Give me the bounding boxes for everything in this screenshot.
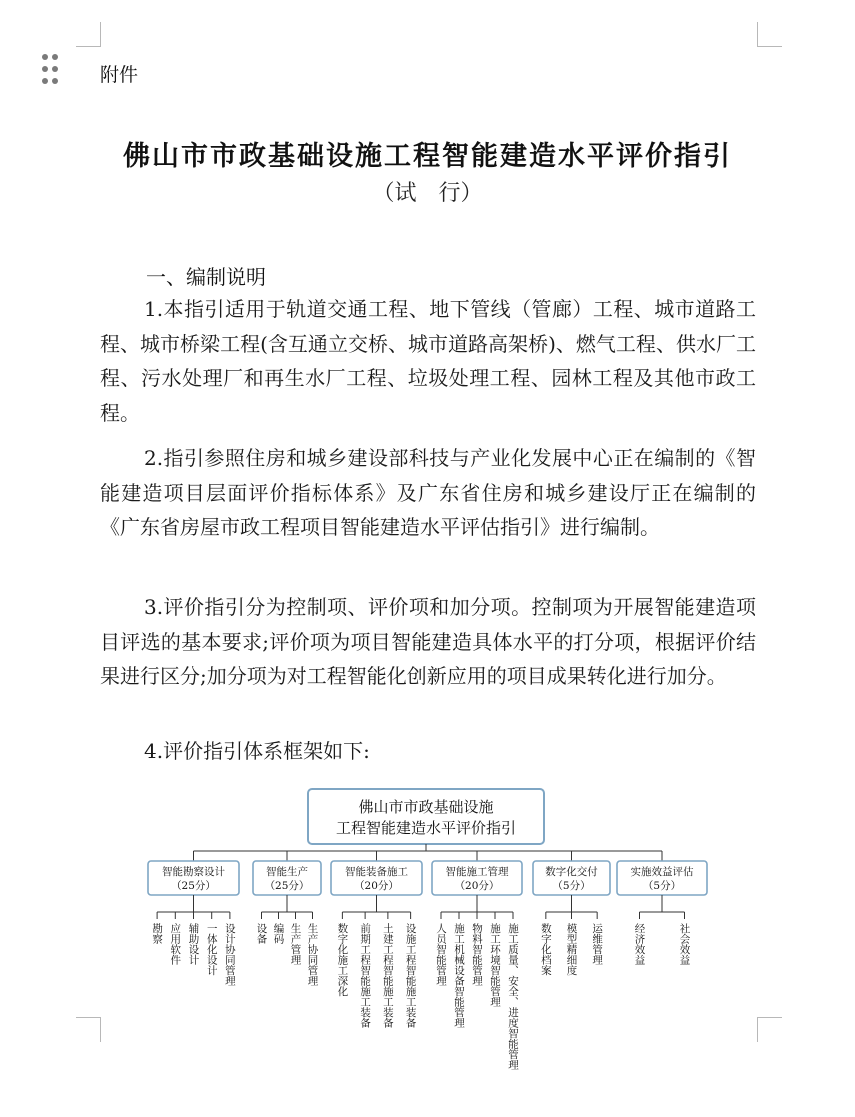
- category-name: 数字化交付: [545, 866, 598, 878]
- leaf-label: 应用软件: [169, 923, 182, 965]
- leaf-label: 施工质量、安全、进度智能管理: [507, 923, 519, 1070]
- leaf-label: 施工机械设备智能管理: [453, 923, 465, 1028]
- category-name: 智能施工管理: [445, 866, 509, 878]
- document-subtitle: （试 行）: [372, 181, 483, 206]
- leaf-label: 设计协同管理: [223, 923, 236, 986]
- attachment-label: 附件: [100, 64, 139, 86]
- category-name: 智能勘察设计: [162, 866, 225, 878]
- leaf-label: 运维管理: [591, 923, 604, 965]
- category-name: 实施效益评估: [630, 866, 694, 878]
- leaf-label: 物料智能管理: [471, 923, 483, 986]
- paragraph-framework-intro: 4.评价指引体系框架如下:: [144, 739, 370, 763]
- leaf-label: 数字化档案: [539, 923, 552, 976]
- leaf-label: 施工环境智能管理: [489, 923, 501, 1007]
- category-score: （5分）: [642, 880, 682, 892]
- paragraph-structure: 3.评价指引分为控制项、评价项和加分项。控制项为开展智能建造项目评选的基本要求;评价项为项目智能建造具体水平的打分项，根据评价结果进行区分;加分项为对工程智能化创新应用的项目成果转化进行加分。: [100, 595, 756, 688]
- category-score: （25分）: [171, 880, 216, 892]
- leaf-label: 设备: [255, 923, 268, 944]
- category-score: （20分）: [454, 880, 500, 892]
- leaf-label: 生产协同管理: [306, 923, 319, 986]
- category-score: （5分）: [552, 880, 591, 892]
- category-score: （25分）: [264, 880, 310, 892]
- leaf-label: 模型精细度: [565, 923, 578, 976]
- category-name: 智能装备施工: [345, 866, 408, 878]
- leaf-label: 经济效益: [633, 923, 646, 965]
- leaf-label: 社会效益: [678, 923, 691, 965]
- category-score: （20分）: [354, 880, 399, 892]
- leaf-label: 数字化施工深化: [336, 923, 349, 997]
- leaf-label: 生产管理: [289, 923, 302, 965]
- root-title-line-2: 工程智能建造水平评价指引: [335, 819, 517, 837]
- leaf-label: 土建工程智能施工装备: [381, 923, 394, 1028]
- leaf-label: 设施工程智能施工装备: [404, 923, 417, 1028]
- paragraph-reference: 2.指引参照住房和城乡建设部科技与产业化发展中心正在编制的《智能建造项目层面评价指标体系》及广东省住房和城乡建设厅正在编制的《广东省房屋市政工程项目智能建造水平评估指引》进行编制。: [100, 446, 756, 539]
- section-heading: 一、编制说明: [146, 265, 266, 289]
- leaf-label: 编码: [272, 923, 285, 944]
- leaf-label: 一体化设计: [205, 923, 218, 976]
- leaf-label: 人员智能管理: [435, 923, 447, 986]
- leaf-label: 辅助设计: [187, 923, 200, 965]
- root-title-line-1: 佛山市市政基础设施: [358, 798, 494, 816]
- document-title: 佛山市市政基础设施工程智能建造水平评价指引: [123, 141, 732, 172]
- paragraph-scope: 1.本指引适用于轨道交通工程、地下管线（管廊）工程、城市道路工程、城市桥梁工程(含互通立交桥、城市道路高架桥)、燃气工程、供水厂工程、污水处理厂和再生水厂工程、垃圾处理工程、园林工程及其他市政工程。: [100, 297, 756, 425]
- leaf-label: 前期工程智能施工装备: [359, 923, 372, 1028]
- leaf-label: 勘察: [151, 923, 164, 944]
- category-name: 智能生产: [266, 866, 308, 878]
